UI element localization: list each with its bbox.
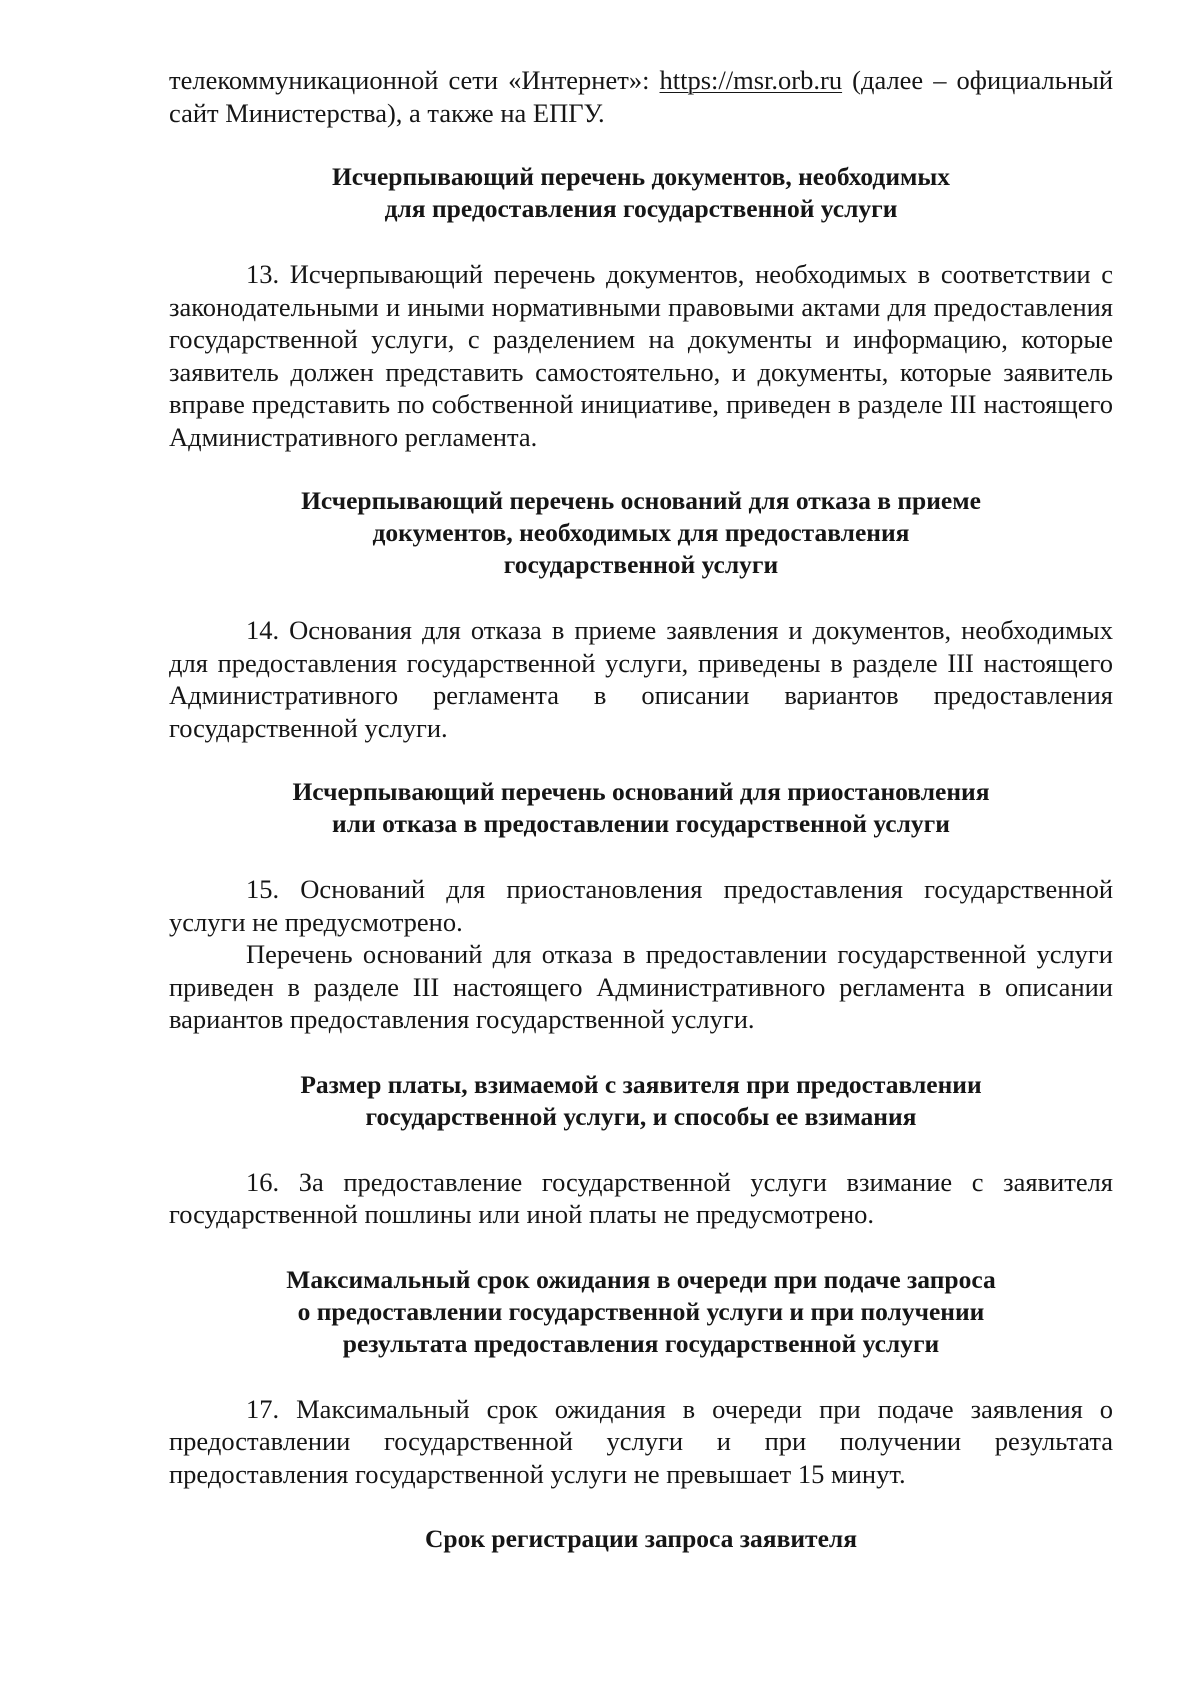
heading-line: результата предоставления государственной услуги [342, 1328, 940, 1358]
heading-line: Исчерпывающий перечень оснований для отказа в приеме [301, 486, 981, 515]
heading-line: Исчерпывающий перечень оснований для приостановления [292, 777, 990, 806]
intro-text-after: (далее – официальный сайт Министерства), а также на ЕПГУ. [169, 65, 1113, 128]
section-heading-registration-term [169, 1523, 1113, 1555]
section-heading-refusal-reception [169, 485, 1113, 581]
paragraph-15-continued: Перечень оснований для отказа в предоставлении государственной услуги приведен в разделе III настоящего Административного регламента в описании вариантов предоставления государственной услуги. [169, 939, 1113, 1034]
paragraph-14: 14. Основания для отказа в приеме заявления и документов, необходимых для предоставления государственной услуги, приведены в разделе III настоящего Административного регламента в описании вариантов предоставления государственной услуги. [169, 615, 1113, 743]
paragraph-13: 13. Исчерпывающий перечень документов, необходимых в соответствии с законодательными и иными нормативными правовыми актами для предоставления государственной услуги, с разделением на документы и информацию, которые заявитель должен представить самостоятельно, и документы, которые заявитель вправе представить по собственной инициативе, приведен в разделе III настоящего Административного регламента. [169, 259, 1113, 452]
section-heading-suspension-refusal [169, 776, 1113, 840]
heading-line: Размер платы, взимаемой с заявителя при предоставлении [300, 1069, 982, 1099]
heading-line: Исчерпывающий перечень документов, необходимых [331, 162, 951, 191]
ministry-website-link[interactable]: https://msr.orb.ru [659, 65, 843, 95]
section-heading-fee [169, 1069, 1113, 1133]
heading-line: документов, необходимых для предоставления [372, 518, 910, 547]
heading-line: для предоставления государственной услуги [384, 194, 898, 223]
intro-text-before: телекоммуникационной сети «Интернет»: [169, 65, 660, 95]
heading-line: Срок регистрации запроса заявителя [425, 1524, 857, 1553]
heading-line: Максимальный срок ожидания в очереди при подаче запроса [286, 1264, 996, 1294]
intro-paragraph [169, 64, 1113, 129]
section-heading-queue-time [169, 1264, 1113, 1360]
paragraph-17: 17. Максимальный срок ожидания в очереди при подаче заявления о предоставлении государственной услуги и при получении результата предоставления государственной услуги не превышает 15 минут. [169, 1393, 1113, 1489]
heading-line: о предоставлении государственной услуги и при получении [297, 1296, 985, 1326]
heading-line: государственной услуги [503, 550, 779, 579]
heading-line: или отказа в предоставлении государственной услуги [332, 809, 950, 838]
paragraph-16: 16. За предоставление государственной услуги взимание с заявителя государственной пошлины или иной платы не предусмотрено. [169, 1166, 1113, 1229]
heading-line: государственной услуги, и способы ее взимания [365, 1101, 917, 1131]
section-heading-documents [169, 161, 1113, 225]
paragraph-15: 15. Оснований для приостановления предоставления государственной услуги не предусмотрено. [169, 874, 1113, 937]
